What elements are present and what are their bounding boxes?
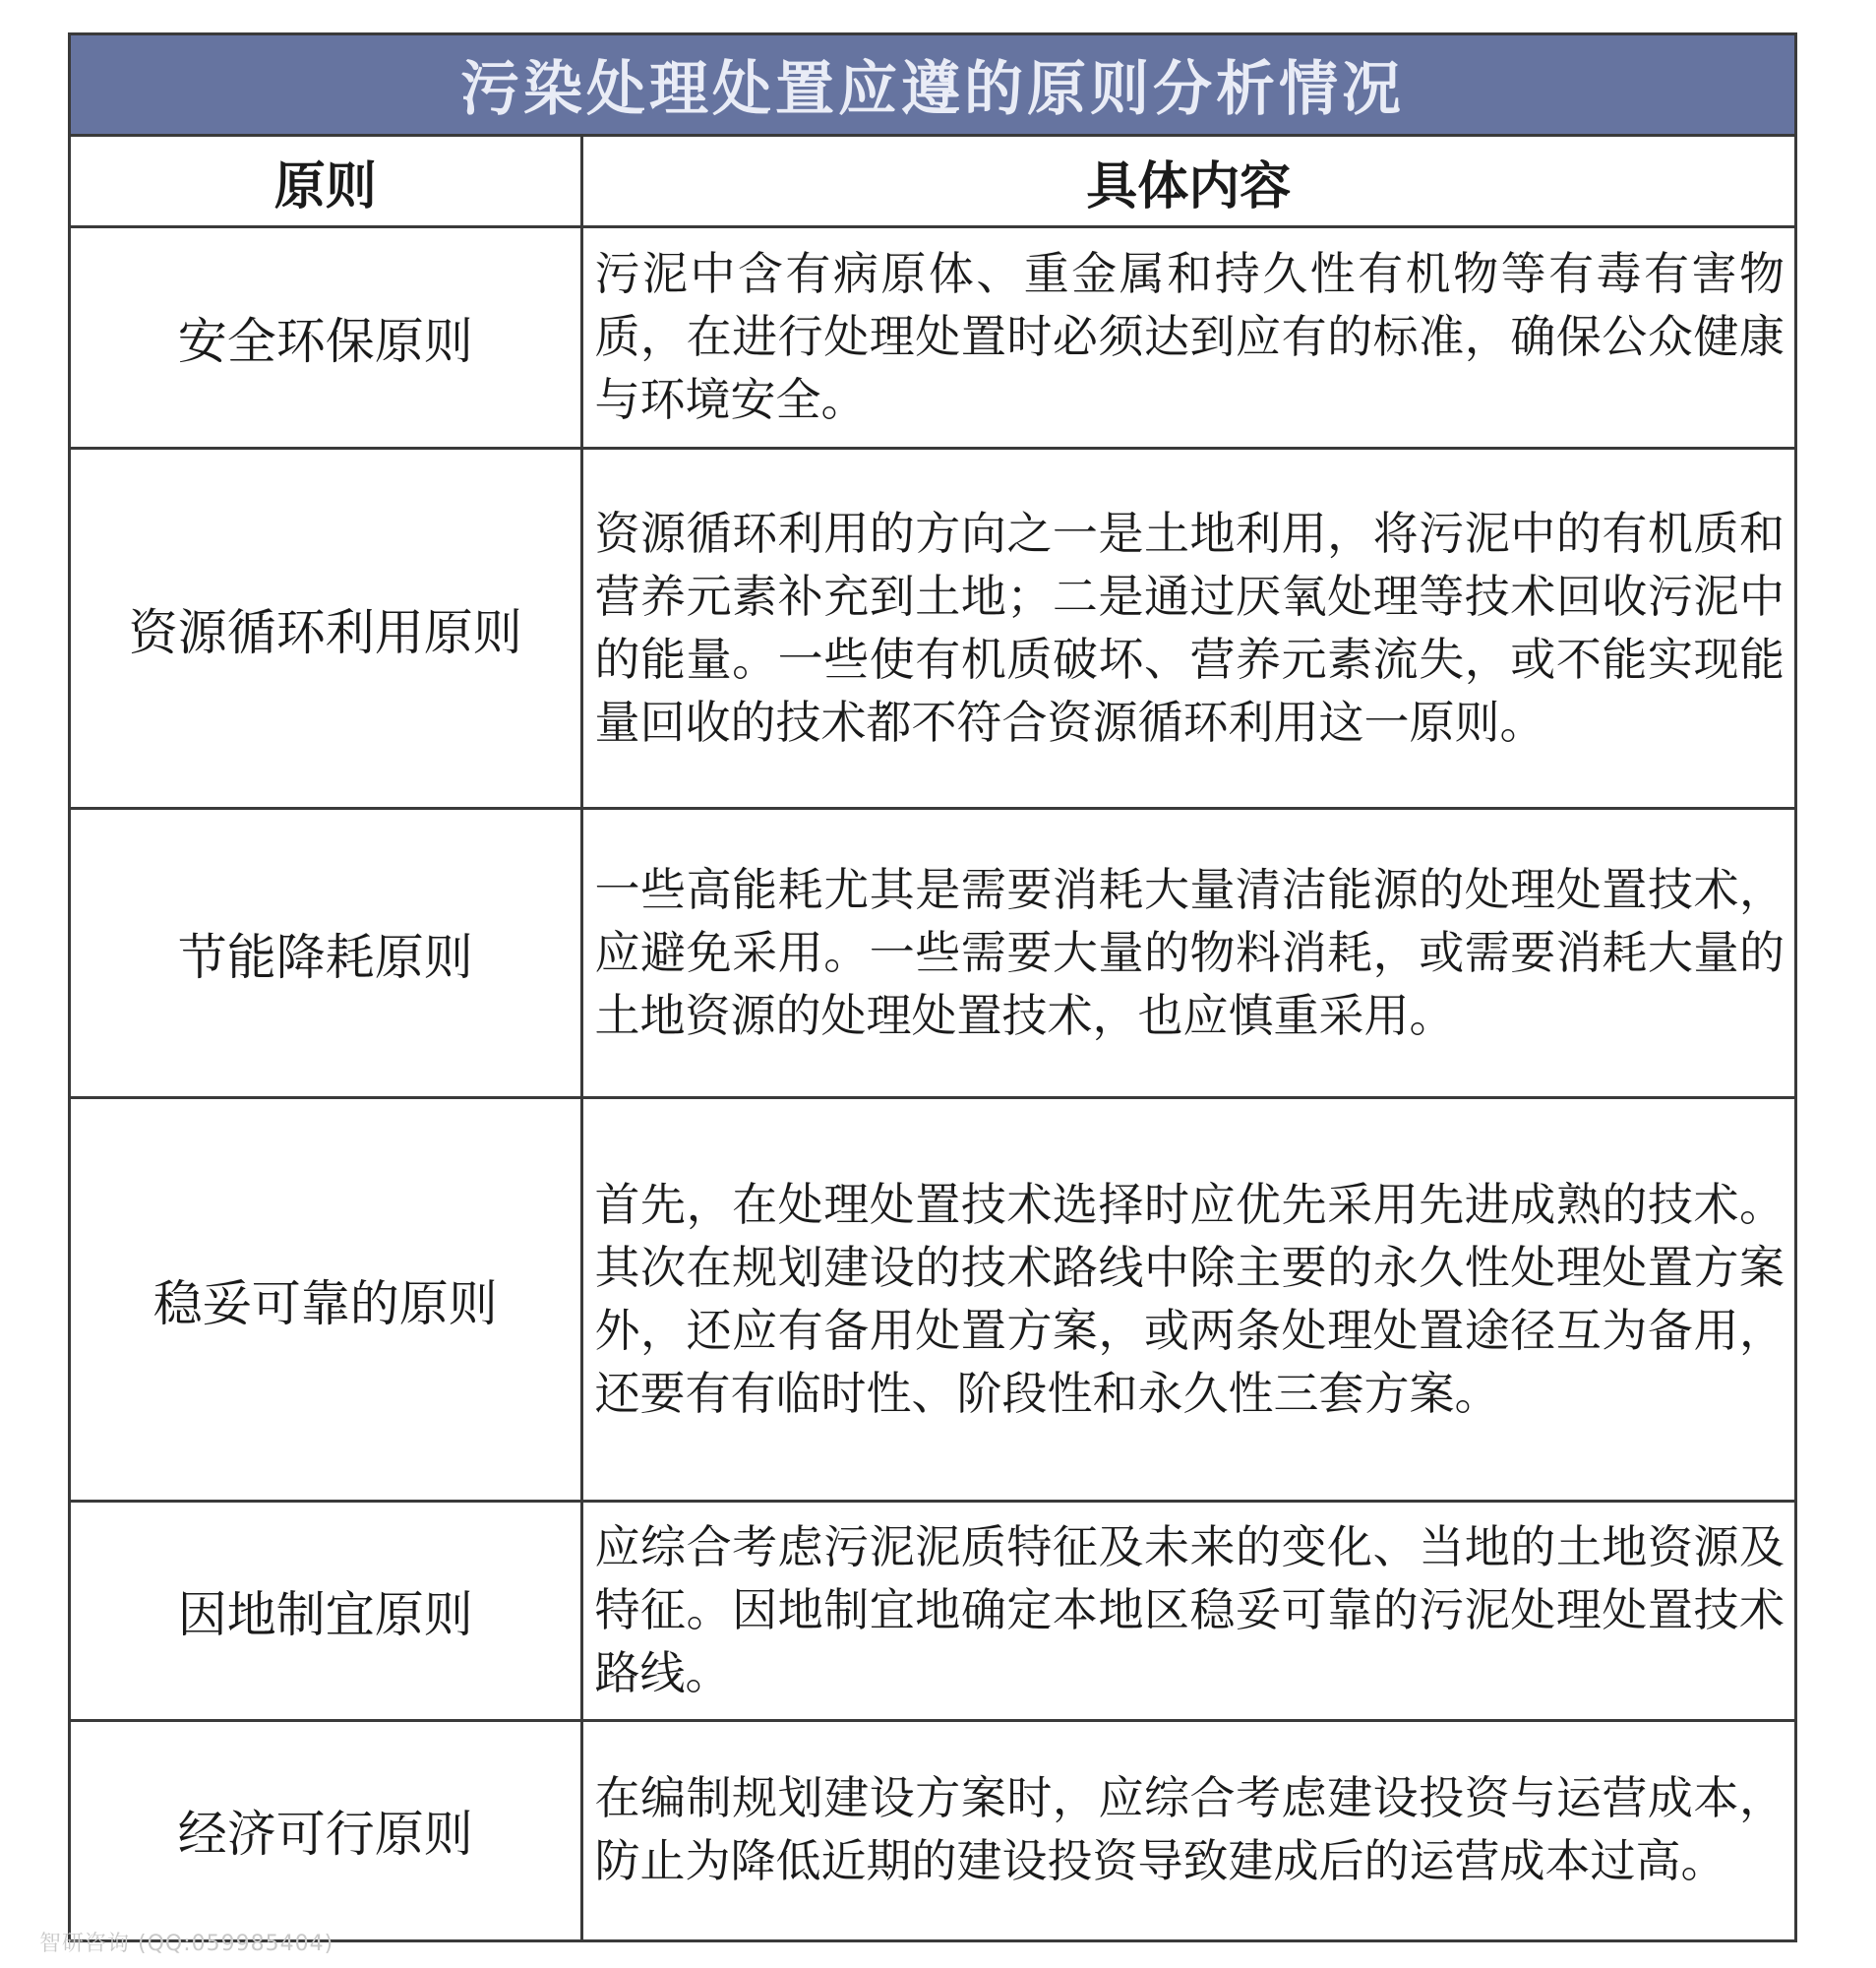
principle-cell: 因地制宜原则 — [71, 1502, 581, 1721]
header-content: 具体内容 — [581, 137, 1794, 227]
table-row — [71, 1098, 1794, 1502]
content-cell: 污泥中含有病原体、重金属和持久性有机物等有毒有害物质，在进行处理处置时必须达到应有的标准，确保公众健康与环境安全。 — [581, 227, 1794, 449]
table-row — [71, 449, 1794, 809]
table-title: 污染处理处置应遵的原则分析情况 — [71, 35, 1794, 137]
table-row — [71, 1502, 1794, 1721]
content-cell: 首先，在处理处置技术选择时应优先采用先进成熟的技术。其次在规划建设的技术路线中除主要的永久性处理处置方案外，还应有备用处置方案，或两条处理处置途径互为备用，还要有有临时性、阶段性和永久性三套方案。 — [581, 1098, 1794, 1502]
principle-cell: 经济可行原则 — [71, 1721, 581, 1939]
header-row — [71, 137, 1794, 227]
content-cell: 在编制规划建设方案时，应综合考虑建设投资与运营成本，防止为降低近期的建设投资导致建成后的运营成本过高。 — [581, 1721, 1794, 1939]
principle-cell: 安全环保原则 — [71, 227, 581, 449]
principles-table — [71, 137, 1794, 1939]
header-principle: 原则 — [71, 137, 581, 227]
table-row — [71, 1721, 1794, 1939]
content-cell: 一些高能耗尤其是需要消耗大量清洁能源的处理处置技术，应避免采用。一些需要大量的物料消耗，或需要消耗大量的土地资源的处理处置技术，也应慎重采用。 — [581, 809, 1794, 1098]
watermark-text: 智研咨询 (QQ:059985404) — [39, 1932, 334, 1956]
content-cell: 应综合考虑污泥泥质特征及未来的变化、当地的土地资源及特征。因地制宜地确定本地区稳妥可靠的污泥处理处置技术路线。 — [581, 1502, 1794, 1721]
principle-cell: 稳妥可靠的原则 — [71, 1098, 581, 1502]
content-cell: 资源循环利用的方向之一是土地利用，将污泥中的有机质和营养元素补充到土地；二是通过厌氧处理等技术回收污泥中的能量。一些使有机质破坏、营养元素流失，或不能实现能量回收的技术都不符合资源循环利用这一原则。 — [581, 449, 1794, 809]
table-row — [71, 809, 1794, 1098]
principle-cell: 节能降耗原则 — [71, 809, 581, 1098]
principles-table-frame — [68, 32, 1797, 1942]
principle-cell: 资源循环利用原则 — [71, 449, 581, 809]
table-row — [71, 227, 1794, 449]
